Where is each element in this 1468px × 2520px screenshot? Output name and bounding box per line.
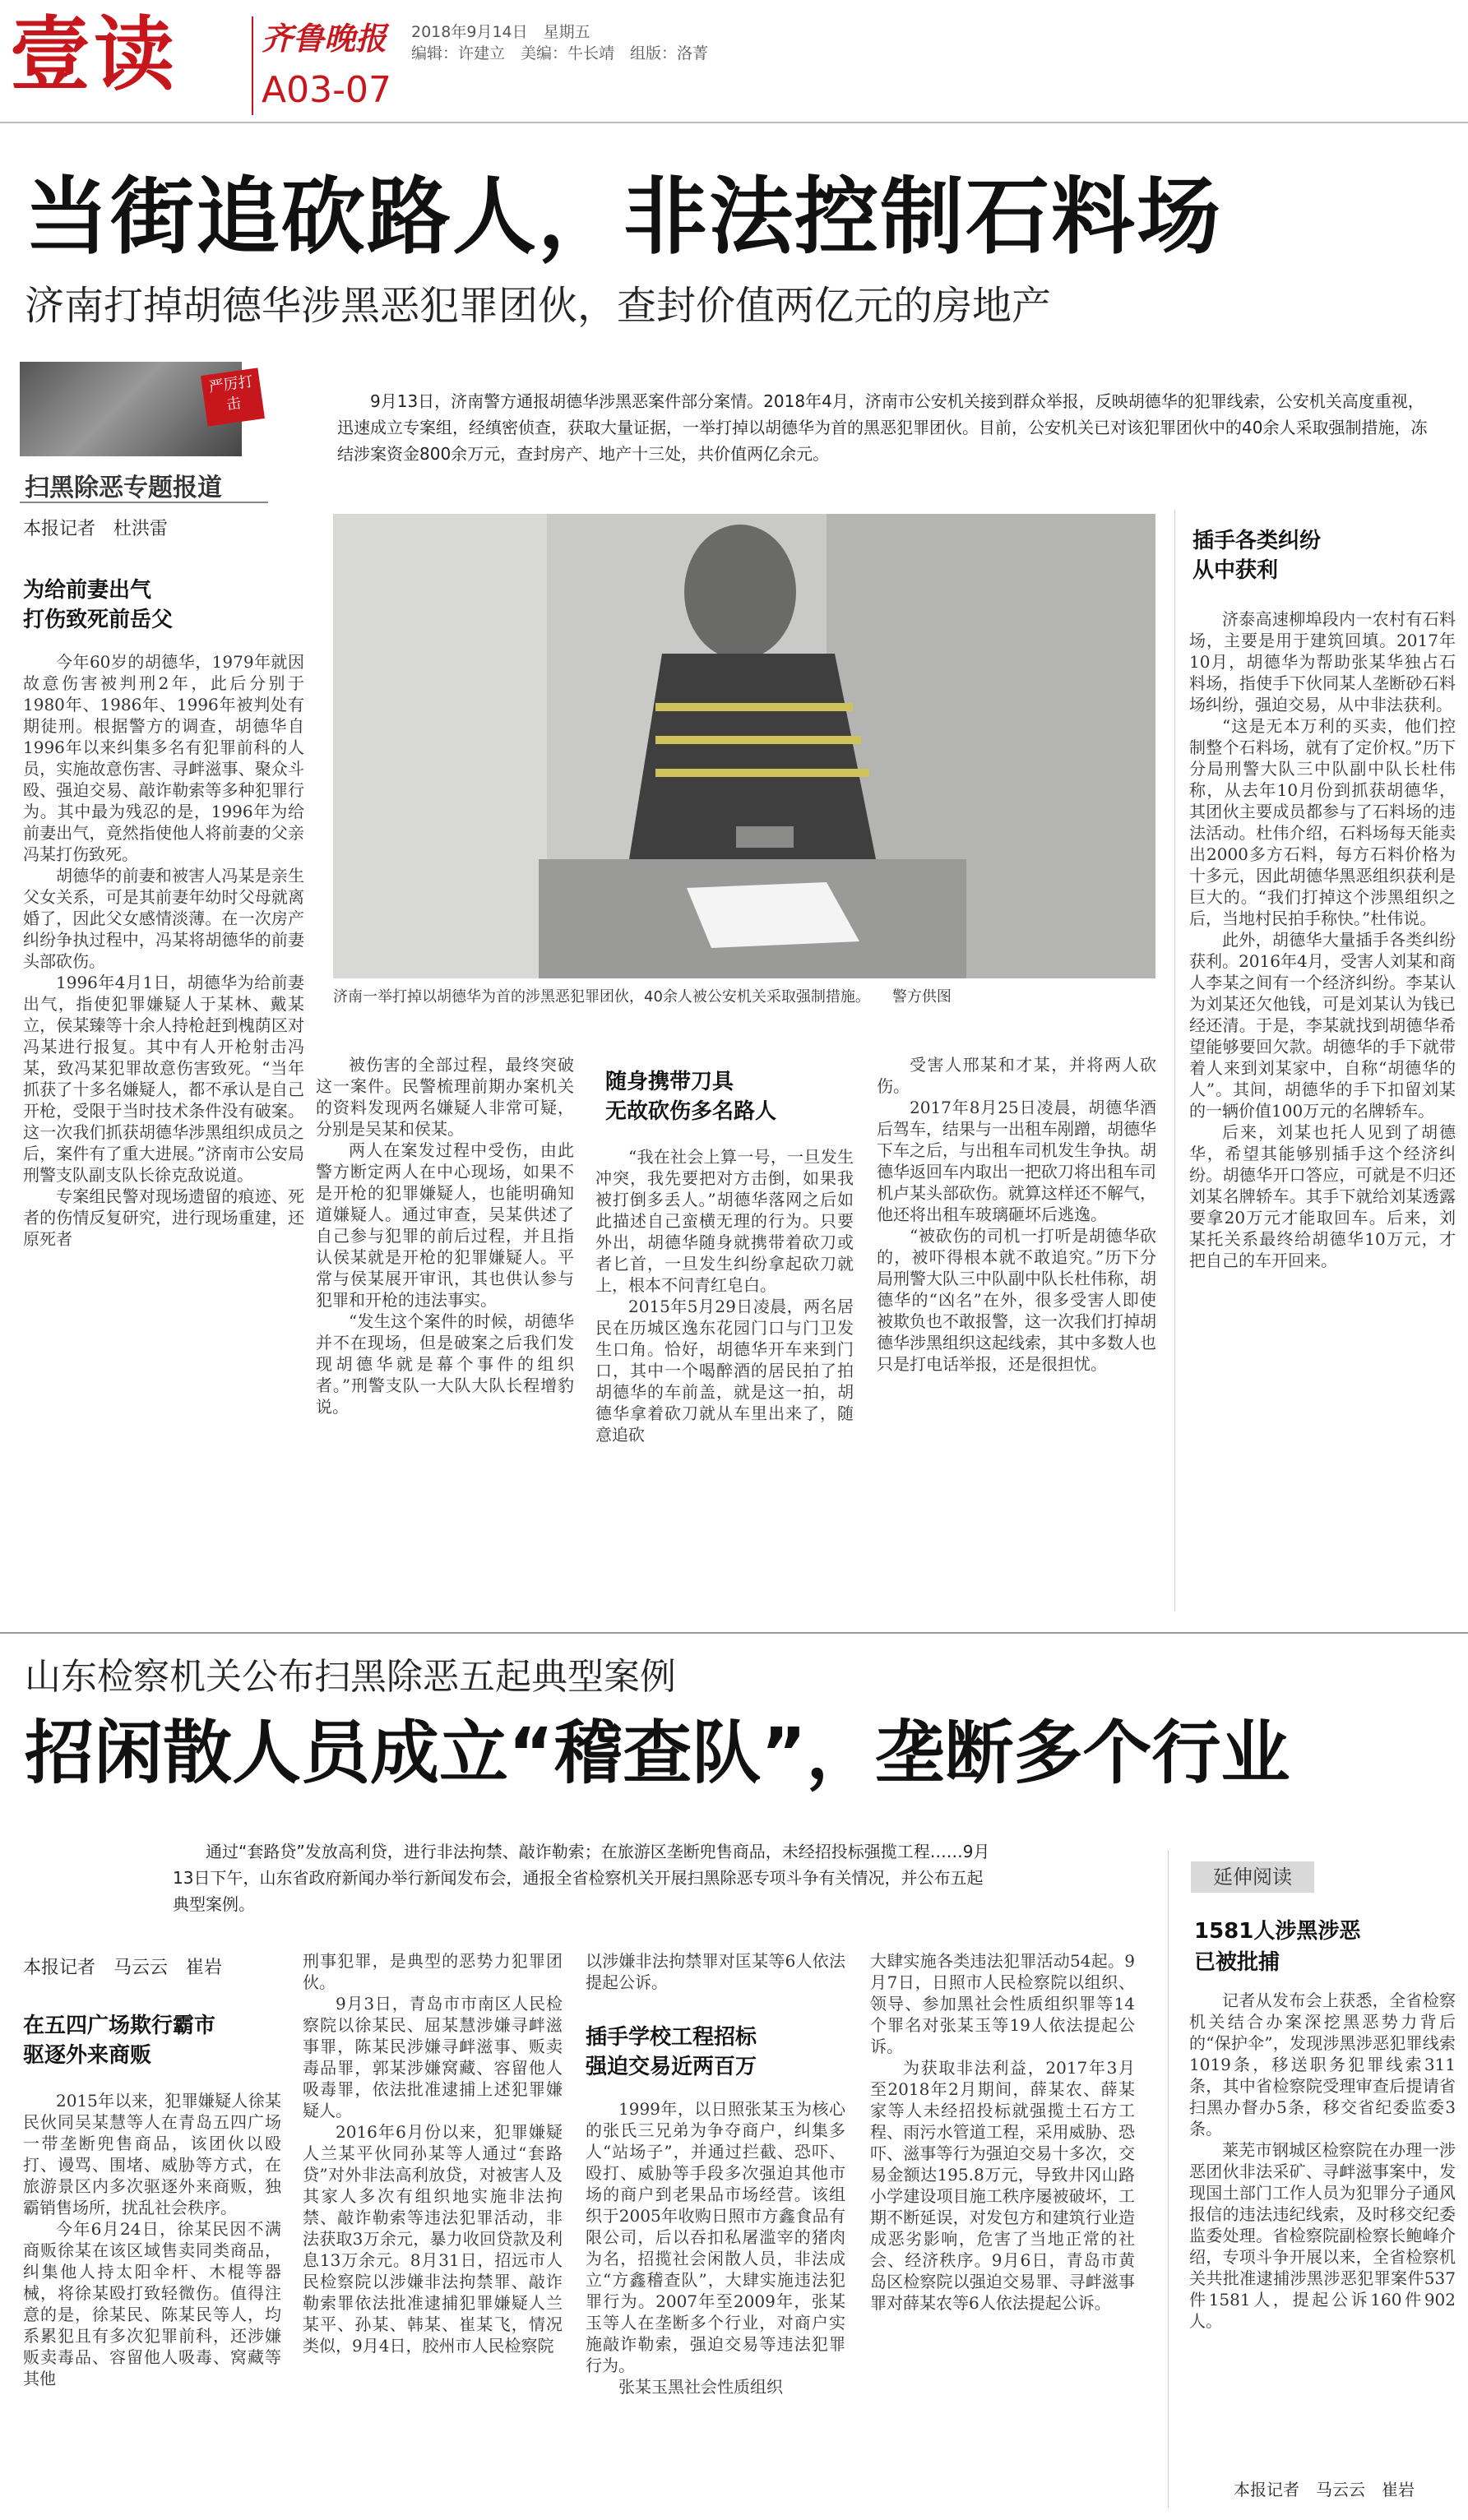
story1-col1 [23, 651, 304, 1250]
paragraph: 胡德华的前妻和被害人冯某是亲生父女关系，可是其前妻年幼时父母就离婚了，因此父女感情淡薄。在一次房产纠纷争执过程中，冯某将胡德华的前妻头部砍伤。 [23, 866, 304, 971]
story1-headline: 当街追砍路人，非法控制石料场 [25, 169, 1222, 266]
paragraph: 为获取非法利益，2017年3月至2018年2月期间，薛某农、薛某家等人未经招投标就强揽土石方工程、雨污水管道工程，采用威胁、恐吓、滋事等行为强迫交易十多次，交易金额达195.8万元，导致井冈山路小学建设项目施工秩序屡被破坏，工期不断延误，对发包方和建筑行业造成恶劣影响，危害了当地正常的社会、经济秩序。9月6日，青岛市黄岛区检察院以强迫交易罪、寻衅滋事罪对薛某农等6人依法提起公诉。 [870, 2058, 1135, 2313]
header-rule [0, 122, 1468, 123]
story2-col2 [303, 1950, 563, 2356]
column-rule [1174, 510, 1175, 1611]
badge-label: 扫黑除恶专题报道 [25, 474, 222, 502]
story1-col5 [1189, 608, 1456, 1271]
badge-stamp: 严厉打击 [201, 368, 265, 426]
paragraph: 张某玉黑社会性质组织 [618, 2377, 783, 2397]
photo-caption: 济南一举打掉以胡德华为首的涉黑恶犯罪团伙，40余人被公安机关采取强制措施。 警方供图 [333, 988, 952, 1006]
paragraph: 以涉嫌非法拘禁罪对匡某等6人依法提起公诉。 [586, 1951, 845, 1992]
paragraph: 后来，刘某也托人见到了胡德华，希望其能够别插手这个经济纠纷。胡德华开口答应，可就是不归还刘某名牌轿车。其手下就给刘某透露要拿20万元才能取回车。后来，刘某托关系最终给胡德华10万元，才把自己的车开回来。 [1189, 1122, 1456, 1270]
story-separator [0, 1632, 1468, 1634]
story1-sec1-title: 为给前妻出气 打伤致死前岳父 [23, 578, 174, 632]
paragraph: 9月3日，青岛市市南区人民检察院以徐某民、屈某慧涉嫌寻衅滋事罪，陈某民涉嫌寻衅滋事、贩卖毒品罪，郭某涉嫌窝藏、容留他人吸毒罪，依法批准逮捕上述犯罪嫌疑人。 [303, 1994, 563, 2120]
further-reading-body [1189, 1990, 1456, 2332]
editor-credits: 编辑：许建立 美编：牛长靖 组版：洛菁 [411, 44, 709, 62]
story2-lead: 通过“套路贷”发放高利贷，进行非法拘禁、敲诈勒索；在旅游区垄断兜售商品，未经招投标强揽工程……9月13日下午，山东省政府新闻办举行新闻发布会，通报全省检察机关开展扫黑除恶专项斗争有关情况，并公布五起典型案例。 [173, 1842, 990, 1914]
paragraph: 两人在案发过程中受伤，由此警方断定两人在中心现场，如果不是开枪的犯罪嫌疑人，也能明确知道嫌疑人。通过审查，吴某供述了自己参与犯罪的前后过程，并且指认侯某就是开枪的犯罪嫌疑人。平常与侯某展开审讯，其也供认参与犯罪和开枪的违法事实。 [316, 1140, 574, 1310]
further-reading-title: 1581人涉黑涉恶 已被批捕 [1194, 1919, 1361, 1975]
issue-date: 2018年9月14日 星期五 [411, 23, 590, 41]
paragraph: 2017年8月25日凌晨，胡德华酒后驾车，结果与一出租车剐蹭，胡德华下车之后，与出租车司机发生争执。胡德华返回车内取出一把砍刀将出租车司机卢某头部砍伤。就算这样还不解气，他还将出租车玻璃砸坏后逃逸。 [877, 1098, 1156, 1224]
paragraph: 2015年5月29日凌晨，两名居民在历城区逸东花园门口与门卫发生口角。恰好，胡德华开车来到门口，其中一个喝醉酒的居民拍了拍胡德华的车前盖，就是这一拍，胡德华拿着砍刀就从车里出来了，随意追砍 [595, 1297, 854, 1445]
story2-headline: 招闲散人员成立“稽查队”，垄断多个行业 [25, 1713, 1290, 1793]
story1-col3 [595, 1146, 854, 1445]
paragraph: 大肆实施各类违法犯罪活动54起。9月7日，日照市人民检察院以组织、领导、参加黑社会性质组织罪等14个罪名对张某玉等19人依法提起公诉。 [870, 1951, 1135, 2056]
header-divider [252, 16, 253, 115]
paragraph: 受害人邢某和才某，并将两人砍伤。 [877, 1055, 1156, 1096]
story2-col4 [870, 1950, 1135, 2314]
story2-kicker: 山东检察机关公布扫黑除恶五起典型案例 [25, 1656, 676, 1698]
story1-sec2-title: 随身携带刀具 无故砍伤多名路人 [605, 1070, 777, 1124]
paragraph: 1999年，以日照张某玉为核心的张氏三兄弟为争夺商户，纠集多人“站场子”，并通过拦截、恐吓、殴打、威胁等手段多次强迫其他市场的商户到老果品市场经营。该组织于2005年收购日照市方鑫食品有限公司，后以吞扣私屠滥宰的猪肉为名，招揽社会闲散人员，非法成立“方鑫稽查队”，大肆实施违法犯罪行为。2007年至2009年，张某玉等人在垄断多个行业，对商户实施敲诈勒索，强迫交易等违法犯罪行为。 [586, 2099, 845, 2375]
paragraph: 2016年6月份以来，犯罪嫌疑人兰某平伙同孙某等人通过“套路贷”对外非法高利放贷，对被害人及其家人多次有组织地实施非法拘禁、敲诈勒索等违法犯罪活动，非法获取3万余元，暴力收回贷款及利息13万余元。8月31日，招远市人民检察院以涉嫌非法拘禁罪、敲诈勒索罪依法批准逮捕犯罪嫌疑人兰某平、孙某、韩某、崔某飞，情况类似，9月4日，胶州市人民检察院 [303, 2122, 563, 2356]
photo-scene [333, 514, 1155, 978]
paragraph: 今年60岁的胡德华，1979年就因故意伤害被判刑2年，此后分别于1980年、1986年、1996年被判处有期徒刑。根据警方的调查，胡德华自1996年以来纠集多名有犯罪前科的人员，实施故意伤害、寻衅滋事、聚众斗殴、强迫交易、敲诈勒索等多种犯罪行为。其中最为残忍的是，1996年为给前妻出气，竟然指使他人将前妻的父亲冯某打伤致死。 [23, 652, 304, 864]
section-brand: 壹读 [10, 8, 178, 102]
paragraph: 济泰高速柳埠段内一农村有石料场，主要是用于建筑回填。2017年10月，胡德华为帮助张某华独占石料场，指使手下伙同某人垄断砂石料场纠纷，强迫交易，从中非法获利。 [1189, 609, 1456, 714]
paragraph: 专案组民警对现场遗留的痕迹、死者的伤情反复研究，进行现场重建，还原死者 [23, 1186, 304, 1249]
paragraph: 2015年以来，犯罪嫌疑人徐某民伙同吴某慧等人在青岛五四广场一带垄断兜售商品，该团伙以殴打、谩骂、围堵、威胁等方式，在旅游景区内多次驱逐外来商贩，独霸销售场所，扰乱社会秩序。 [23, 2091, 281, 2217]
story1-col4 [877, 1054, 1156, 1375]
story1-subheadline: 济南打掉胡德华涉黑恶犯罪团伙，查封价值两亿元的房地产 [25, 283, 1052, 329]
paragraph: “我在社会上算一号，一旦发生冲突，我先要把对方击倒，如果我被打倒多丢人。”胡德华落网之后如此描述自己蛮横无理的行为。只要外出，胡德华随身就携带着砍刀或者匕首，一旦发生纠纷拿起砍刀就上，根本不问青红皂白。 [595, 1147, 854, 1295]
paragraph: 此外，胡德华大量插手各类纠纷获利。2016年4月，受害人刘某和商人李某之间有一个经济纠纷。李某认为刘某还欠他钱，可是刘某认为钱已经还清。于是，李某就找到胡德华希望能够要回欠款。胡德华的手下就带着人来到刘某家中，自称“胡德华的人”。其间，胡德华的手下扣留刘某的一辆价值100万元的名牌轿车。 [1189, 930, 1456, 1121]
page-number: A03-07 [262, 69, 391, 111]
story1-byline: 本报记者 杜洪雷 [23, 519, 169, 539]
story2-col3-top [586, 1950, 845, 1993]
paragraph: “发生这个案件的时候，胡德华并不在现场，但是破案之后我们发现胡德华就是幕个事件的组织者。”刑警支队一大队大队长程增豹说。 [316, 1311, 574, 1417]
paragraph: 记者从发布会上获悉，全省检察机关结合办案深挖黑恶势力背后的“保护伞”，发现涉黑涉恶犯罪线索1019条，移送职务犯罪线索311条，其中省检察院受理审查后提请省扫黑办督办5条，移交省纪委监委3条。 [1189, 1991, 1456, 2139]
column-rule [1168, 1850, 1169, 2508]
paragraph: 刑事犯罪，是典型的恶势力犯罪团伙。 [303, 1951, 563, 1992]
story1-lead: 9月13日，济南警方通报胡德华涉黑恶案件部分案情。2018年4月，济南市公安机关接到群众举报，反映胡德华的犯罪线索，公安机关高度重视，迅速成立专案组，经缜密侦查，获取大量证据，一举打掉以胡德华为首的黑恶犯罪团伙。目前，公安机关已对该犯罪团伙中的40余人采取强制措施，冻结涉案资金800余万元，查封房产、地产十三处，共价值两亿余元。 [337, 391, 1428, 464]
paragraph: “被砍伤的司机一打听是胡德华砍的，被吓得根本就不敢追究。”历下分局刑警大队三中队副中队长杜伟称，胡德华的“凶名”在外，很多受害人即使被欺负也不敢报警，这一次我们打掉胡德华涉黑组织这起线索，其中多数人也只是打电话举报，还是很担忧。 [877, 1226, 1156, 1374]
paragraph: 莱芜市钢城区检察院在办理一涉恶团伙非法采矿、寻衅滋事案中，发现国土部门工作人员为犯罪分子通风报信的违法违纪线索，及时移交纪委监委处理。省检察院副检察长鲍峰介绍，专项斗争开展以来，全省检察机关共批准逮捕涉黑涉恶犯罪案件537件1581人，提起公诉160件902人。 [1189, 2140, 1456, 2331]
further-reading-byline: 本报记者 马云云 崔岩 [1234, 2480, 1415, 2499]
further-reading-label: 延伸阅读 [1191, 1861, 1314, 1893]
paragraph: “这是无本万利的买卖，他们控制整个石料场，就有了定价权。”历下分局刑警大队三中队副中队长杜伟称，从去年10月份到抓获胡德华，其团伙主要成员都参与了石料场的违法活动。杜伟介绍，石料场每天能卖出2000多方石料，每方石料价格为十多元，因此胡德华黑恶组织获利是巨大的。“我们打掉这个涉黑组织之后，当地村民拍手称快。”杜伟说。 [1189, 716, 1456, 928]
paragraph: 被伤害的全部过程，最终突破这一案件。民警梳理前期办案机关的资料发现两名嫌疑人非常可疑，分别是吴某和侯某。 [316, 1055, 574, 1139]
paragraph: 今年6月24日，徐某民因不满商贩徐某在该区域售卖同类商品，纠集他人持太阳伞杆、木棍等器械，将徐某殴打致轻微伤。值得注意的是，徐某民、陈某民等人，均系累犯且有多次犯罪前科，还涉嫌贩卖毒品、容留他人吸毒、窝藏等其他 [23, 2219, 281, 2388]
story2-sec1-title: 在五四广场欺行霸市 驱逐外来商贩 [23, 2014, 216, 2068]
suspect-photo [333, 514, 1155, 978]
story1-sec3-title: 插手各类纠纷 从中获利 [1192, 529, 1322, 583]
paragraph: 1996年4月1日，胡德华为给前妻出气，指使犯罪嫌疑人于某林、戴某立，侯某臻等十余人持枪赶到槐荫区对冯某进行报复。其中有人开枪射击冯某，致冯某犯罪故意伤害致死。“当年抓获了十多名嫌疑人，都不承认是自己开枪，受限于当时技术条件没有破案。这一次我们抓获胡德华涉黑组织成员之后，案件有了重大进展。”济南市公安局刑警支队副支队长徐克敌说道。 [23, 973, 304, 1185]
story1-col2 [316, 1054, 574, 1417]
paper-logo: 齐鲁晚报 [262, 20, 387, 57]
story2-sec2-title: 插手学校工程招标 强迫交易近两百万 [586, 2025, 757, 2079]
story2-col3 [586, 2098, 845, 2397]
story2-byline: 本报记者 马云云 崔岩 [23, 1958, 223, 1978]
story2-col1 [23, 2090, 281, 2389]
